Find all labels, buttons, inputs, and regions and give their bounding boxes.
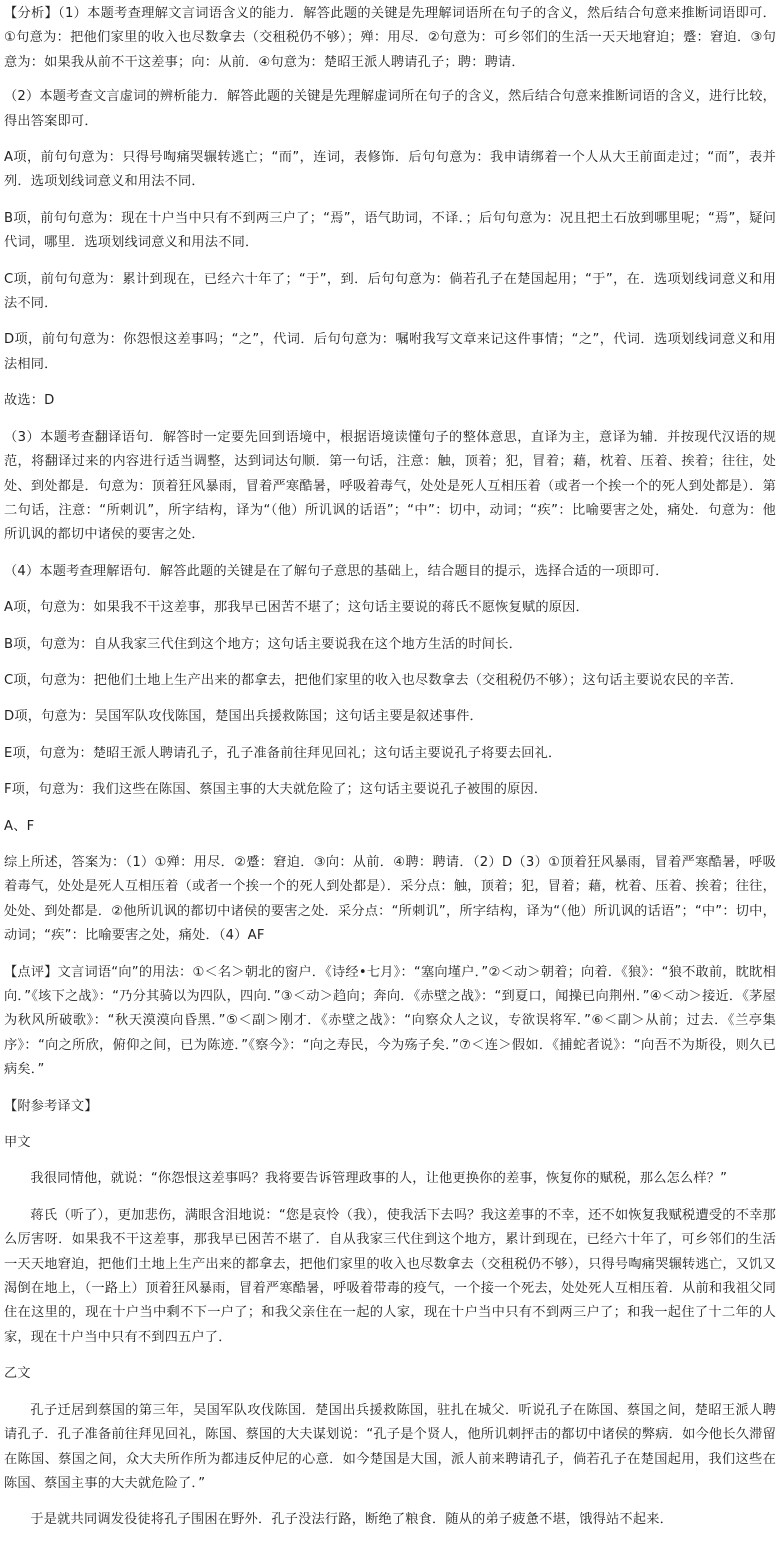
translation-header: 【附参考译文】 [4, 1098, 98, 1114]
analysis-q2: （2）本题考查文言虚词的辨析能力．解答此题的关键是先理解虚词所在句子的含义，然后结合句意来推断词语的含义，进行比较，得出答案即可． [4, 89, 776, 129]
analysis-q2-option-c: C项，前句句意为：累计到现在，已经六十年了；“于”，到．后句句意为：倘若孔子在楚国起用；“于”，在．选项划线词意义和用法不同． [4, 271, 776, 312]
translation-jia-title: 甲文 [4, 1135, 31, 1151]
translation-yi-paragraph-1: 孔子迁居到蔡国的第三年，吴国军队攻伐陈国．楚国出兵援救陈国，驻扎在城父．听说孔子在陈国、蔡国之间，楚昭王派人聘请孔子．孔子准备前往拜见回礼，陈国、蔡国的大夫谋划说：“孔子是个贤人，他所讥刺抨击的都切中诸侯的弊病．如今他长久滞留在陈国、蔡国之间，众大夫所作所为都违反仲尼的心意．如今楚国是大国，派人前来聘请孔子，倘若孔子在楚国起用，我们这些在陈国、蔡国主事的大夫就危险了．” [4, 1402, 776, 1491]
analysis-q4-option-b: B项，句意为：自从我家三代住到这个地方；这句话主要说我在这个地方生活的时间长． [4, 636, 522, 652]
analysis-q4-option-f: F项，句意为：我们这些在陈国、蔡国主事的大夫就危险了；这句话主要说孔子被围的原因． [4, 782, 548, 798]
translation-yi-title: 乙文 [4, 1366, 31, 1382]
analysis-q2-answer: 故选：D [4, 393, 55, 409]
analysis-q4-option-d: D项，句意为：吴国军队攻伐陈国，楚国出兵援救陈国；这句话主要是叙述事件． [4, 709, 483, 725]
analysis-q4-option-e: E项，句意为：楚昭王派人聘请孔子，孔子准备前往拜见回礼；这句话主要说孔子将要去回礼． [4, 745, 562, 761]
analysis-q1: 【分析】（1）本题考查理解文言词语含义的能力．解答此题的关键是先理解词语所在句子的含义，然后结合句意来推断词语即可．①句意为：把他们家里的收入也尽数拿去（交租税仍不够）；殚：用尽．②句意为：可乡邻们的生活一天天地窘迫；蹙：窘迫．③句意为：如果我从前不干这差事；向：从前．④句意为：楚昭王派人聘请孔子；聘：聘请． [4, 6, 776, 70]
analysis-q3: （3）本题考查翻译语句．解答时一定要先回到语境中，根据语境读懂句子的整体意思，直译为主，意译为辅．并按现代汉语的规范，将翻译过来的内容进行适当调整，达到词达句顺．第一句话，注意：触，顶着；犯，冒着；藉，枕着、压着、挨着；往往，处处、到处都是．句意为：顶着狂风暴雨，冒着严寒酷暑，呼吸着毒气，处处是死人互相压着（或者一个挨一个的死人到处都是）．第二句话，注意：“所刺讥”，所字结构，译为“（他）所讥讽的话语”；“中”：切中，动词；“疾”：比喻要害之处，痛处．句意为：他所讥讽的都切中诸侯的要害之处． [4, 429, 776, 543]
translation-yi-paragraph-2: 于是就共同调发役徒将孔子围困在野外．孔子没法行路，断绝了粮食．随从的弟子疲惫不堪，饿得站不起来． [30, 1512, 673, 1528]
comment-section: 【点评】文言词语“向”的用法：①＜名＞朝北的窗户．《诗经•七月》：“塞向墐户．”②＜动＞朝着；向着．《狼》：“狼不敢前，眈眈相向．”《垓下之战》：“乃分其骑以为四队，四向．”③＜动＞趋向；奔向．《赤壁之战》：“到夏口，闻操已向荆州．”④＜动＞接近．《茅屋为秋风所破歌》：“秋天漠漠向昏黑．”⑤＜副＞刚才．《赤壁之战》：“向察众人之议，专欲误将军．”⑥＜副＞从前；过去．《兰亭集序》：“向之所欣，俯仰之间，已为陈迹．”《察今》：“向之寿民，今为殇子矣．”⑦＜连＞假如．《捕蛇者说》：“向吾不为斯役，则久已病矣．” [4, 964, 776, 1078]
analysis-q4-option-a: A项，句意为：如果我不干这差事，那我早已困苦不堪了；这句话主要说的蒋氏不愿恢复赋的原因． [4, 600, 589, 616]
analysis-q2-option-a: A项，前句句意为：只得号啕痛哭辗转逃亡；“而”，连词，表修饰．后句句意为：我申请绑着一个人从大王前面走过；“而”，表并列．选项划线词意义和用法不同． [4, 150, 776, 190]
analysis-q4: （4）本题考查理解语句．解答此题的关键是在了解句子意思的基础上，结合题目的提示，选择合适的一项即可． [4, 563, 669, 579]
translation-jia-paragraph-2: 蒋氏（听了），更加悲伤，满眼含泪地说：“您是哀怜（我），使我活下去吗？我这差事的不幸，还不如恢复我赋税遭受的不幸那么厉害呀．如果我不干这差事，那我早已困苦不堪了．自从我家三代住到这个地方，累计到现在，已经六十年了，可乡邻们的生活一天天地窘迫，把他们土地上生产出来的都拿去，把他们家里的收入也尽数拿去（交租税仍不够），只得号啕痛哭辗转逃亡，又饥又渴倒在地上，（一路上）顶着狂风暴雨，冒着严寒酷暑，呼吸着带毒的疫气，一个接一个死去，处处死人互相压着．从前和我祖父同住在这里的，现在十户当中剩不下一户了；和我父亲住在一起的人家，现在十户当中只有不到两三户了；和我一起住了十二年的人家，现在十户当中只有不到四五户了． [4, 1207, 776, 1345]
translation-jia-paragraph-1: 我很同情他，就说：“你怨恨这差事吗？我将要告诉管理政事的人，让他更换你的差事，恢复你的赋税，那么怎么样？” [30, 1171, 728, 1187]
analysis-q4-option-c: C项，句意为：把他们土地上生产出来的都拿去，把他们家里的收入也尽数拿去（交租税仍不够）；这句话主要说农民的辛苦． [4, 672, 744, 688]
analysis-q2-option-d: D项，前句句意为：你怨恨这差事吗；“之”，代词．后句句意为：嘱咐我写文章来记这件事情；“之”，代词．选项划线词意义和用法相同． [4, 332, 776, 372]
analysis-summary: 综上所述，答案为：（1）①殚：用尽．②蹙：窘迫．③向：从前．④聘：聘请．（2）D（3）①顶着狂风暴雨，冒着严寒酷暑，呼吸着毒气，处处是死人互相压着（或者一个挨一个的死人到处都是）．采分点：触，顶着；犯，冒着；藉，枕着、压着、挨着；往往，处处、到处都是．②他所讥讽的都切中诸侯的要害之处．采分点：“所刺讥”，所字结构，译为“（他）所讥讽的话语”；“中”：切中，动词；“疾”：比喻要害之处，痛处．（4）AF [4, 854, 776, 944]
answer-document [0, 2, 780, 1533]
analysis-q4-answer: A、F [4, 818, 35, 834]
analysis-q2-option-b: B项，前句句意为：现在十户当中只有不到两三户了；“焉”，语气助词，不译．；后句句意为：况且把土石放到哪里呢；“焉”，疑问代词，哪里．选项划线词意义和用法不同． [4, 210, 776, 251]
